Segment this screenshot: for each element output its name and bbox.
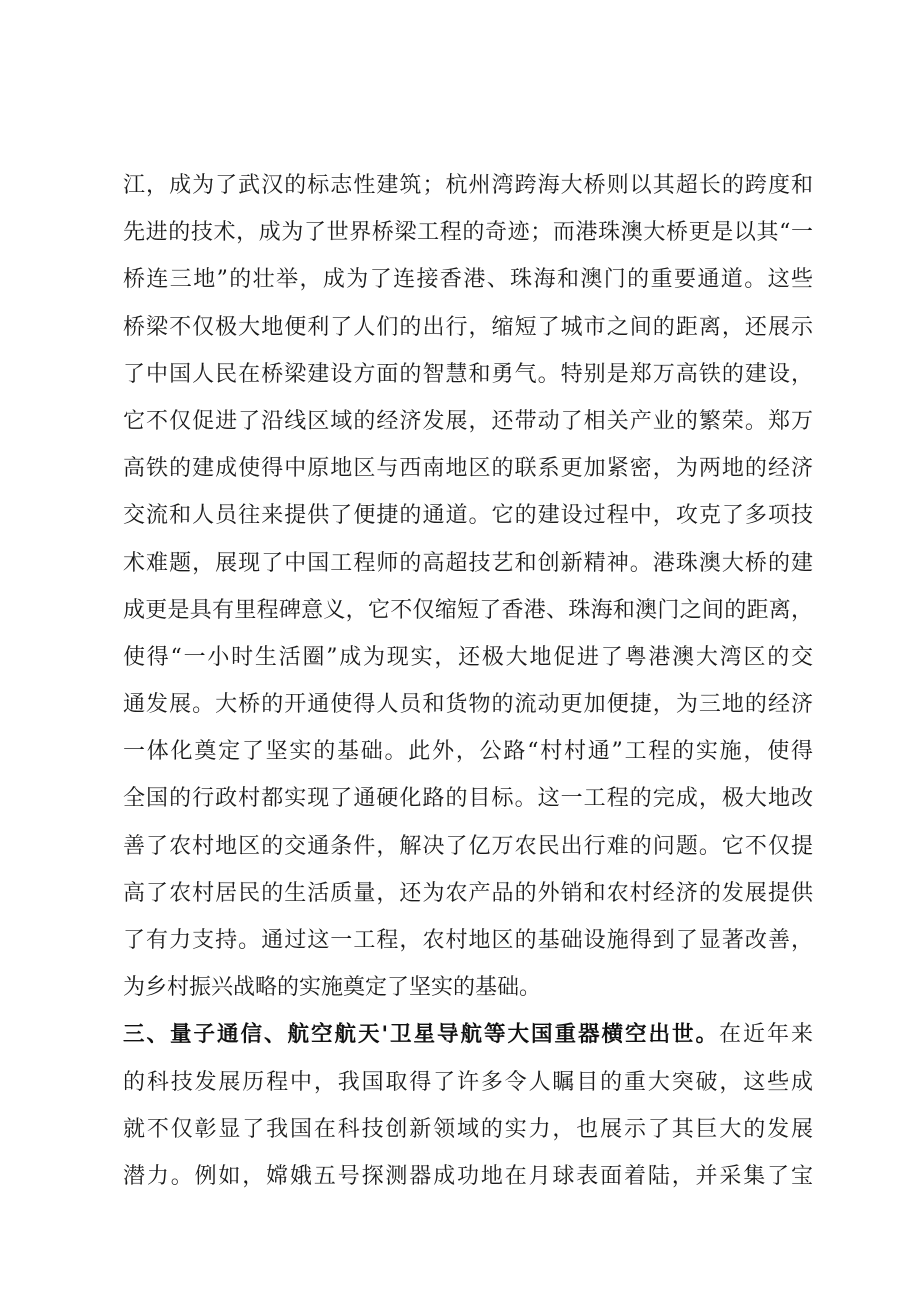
text-line: 先进的技术，成为了世界桥梁工程的奇迹；而港珠澳大桥更是以其“一 — [123, 220, 813, 246]
text-line: 江，成为了武汉的标志性建筑；杭州湾跨海大桥则以其超长的跨度和 — [123, 173, 813, 198]
text-line: 了有力支持。通过这一工程，农村地区的基础设施得到了显著改善， — [123, 928, 813, 953]
text-line: 使得“一小时生活圈”成为现实，还极大地促进了粤港澳大湾区的交 — [123, 644, 813, 670]
section-text-run: 在近年来 — [719, 1022, 813, 1048]
text-line: 潜力。例如，嫦娥五号探测器成功地在月球表面着陆，并采集了宝 — [123, 1163, 813, 1189]
text-line: 桥连三地”的壮举，成为了连接香港、珠海和澳门的重要通道。这些 — [123, 267, 813, 293]
text-line: 一体化奠定了坚实的基础。此外，公路“村村通”工程的实施，使得 — [123, 739, 813, 765]
text-line: 就不仅彰显了我国在科技创新领域的实力，也展示了其巨大的发展 — [123, 1116, 813, 1142]
text-line: 的科技发展历程中，我国取得了许多令人瞩目的重大突破，这些成 — [123, 1069, 813, 1095]
section-heading-line — [123, 1011, 813, 1058]
text-line: 术难题，展现了中国工程师的高超技艺和创新精神。港珠澳大桥的建 — [123, 550, 813, 576]
text-line: 高铁的建成使得中原地区与西南地区的联系更加紧密，为两地的经济 — [123, 456, 813, 482]
text-line: 它不仅促进了沿线区域的经济发展，还带动了相关产业的繁荣。郑万 — [123, 408, 813, 434]
text-line: 通发展。大桥的开通使得人员和货物的流动更加便捷，为三地的经济 — [123, 692, 813, 718]
text-line: 全国的行政村都实现了通硬化路的目标。这一工程的完成，极大地改 — [123, 786, 813, 812]
text-line: 交流和人员往来提供了便捷的通道。它的建设过程中，攻克了多项技 — [123, 503, 813, 529]
text-line: 了中国人民在桥梁建设方面的智慧和勇气。特别是郑万高铁的建设， — [123, 361, 813, 387]
text-line: 成更是具有里程碑意义，它不仅缩短了香港、珠海和澳门之间的距离， — [123, 597, 813, 623]
text-line: 桥梁不仅极大地便利了人们的出行，缩短了城市之间的距离，还展示 — [123, 314, 813, 340]
text-line: 为乡村振兴战略的实施奠定了坚实的基础。 — [123, 975, 542, 1001]
text-line: 善了农村地区的交通条件，解决了亿万农民出行难的问题。它不仅提 — [123, 833, 813, 859]
section-heading: 三、量子通信、航空航天'卫星导航等大国重器横空出世。 — [123, 1022, 719, 1048]
body-text — [123, 162, 813, 1200]
text-line: 高了农村居民的生活质量，还为农产品的外销和农村经济的发展提供 — [123, 880, 813, 906]
